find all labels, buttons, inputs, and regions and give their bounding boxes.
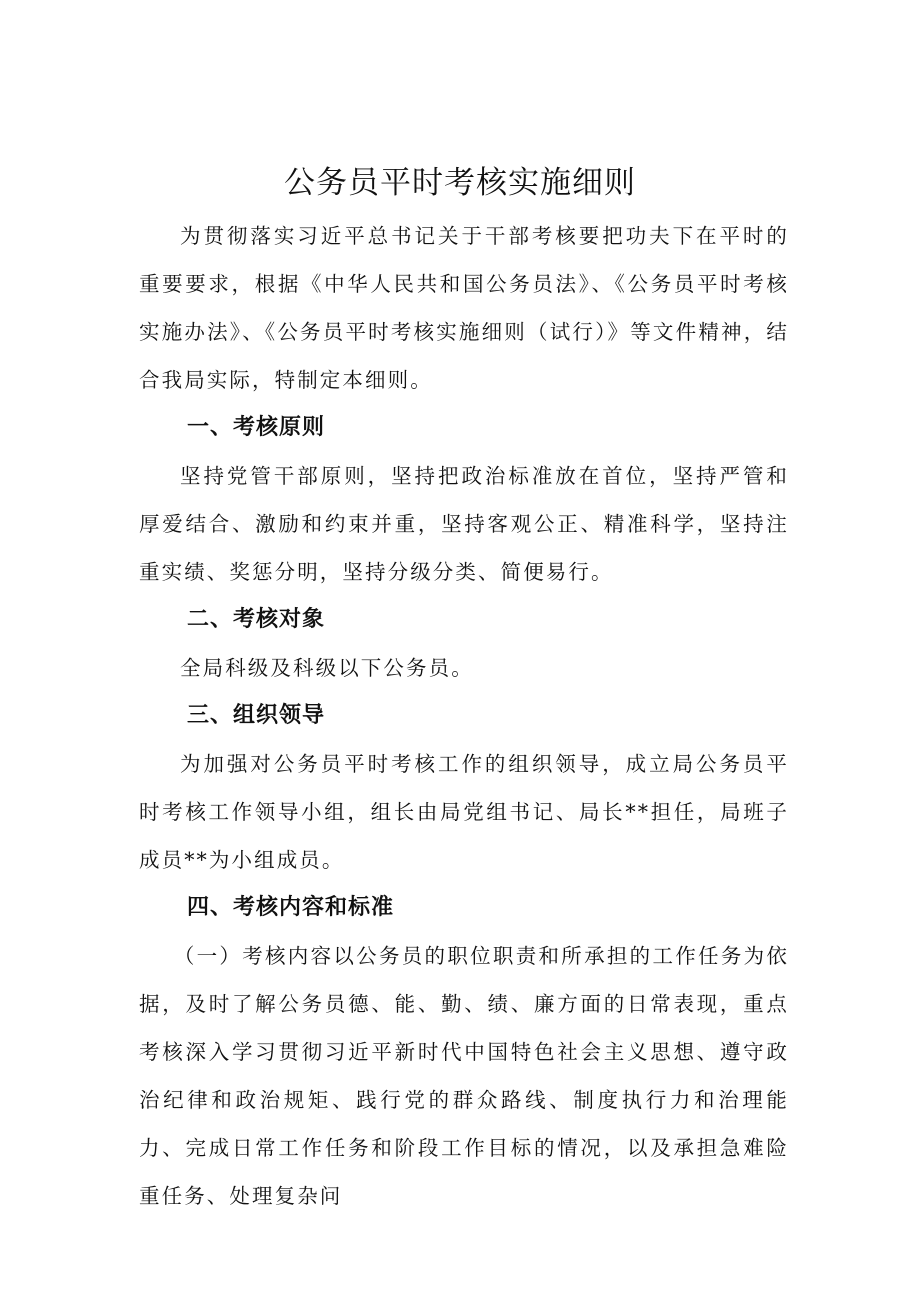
intro-paragraph: 为贯彻落实习近平总书记关于干部考核要把功夫下在平时的重要要求，根据《中华人民共和国公务员法》、《公务员平时考核实施办法》、《公务员平时考核实施细则（试行）》等文件精神，结合我局实际，特制定本细则。 [139,224,789,392]
section-heading-principles: 一、考核原则 [187,415,326,440]
section-heading-subjects: 二、考核对象 [187,607,326,632]
section-heading-leadership: 三、组织领导 [187,703,326,728]
section-text-content-standards: （一）考核内容以公务员的职位职责和所承担的工作任务为依据，及时了解公务员德、能、勤、绩、廉方面的日常表现，重点考核深入学习贯彻习近平新时代中国特色社会主义思想、遵守政治纪律和政治规矩、践行党的群众路线、制度执行力和治理能力、完成日常工作任务和阶段工作目标的情况，以及承担急难险重任务、处理复杂问 [139,944,789,1208]
section-text-principles: 坚持党管干部原则，坚持把政治标准放在首位，坚持严管和厚爱结合、激励和约束并重，坚持客观公正、精准科学，坚持注重实绩、奖惩分明，坚持分级分类、简便易行。 [139,464,789,584]
section-text-leadership: 为加强对公务员平时考核工作的组织领导，成立局公务员平时考核工作领导小组，组长由局党组书记、局长**担任，局班子成员**为小组成员。 [139,752,789,872]
section-heading-content-standards: 四、考核内容和标准 [187,895,395,920]
document-title: 公务员平时考核实施细则 [284,164,636,201]
section-text-subjects: 全局科级及科级以下公务员。 [180,656,474,680]
document-body [139,212,789,1220]
